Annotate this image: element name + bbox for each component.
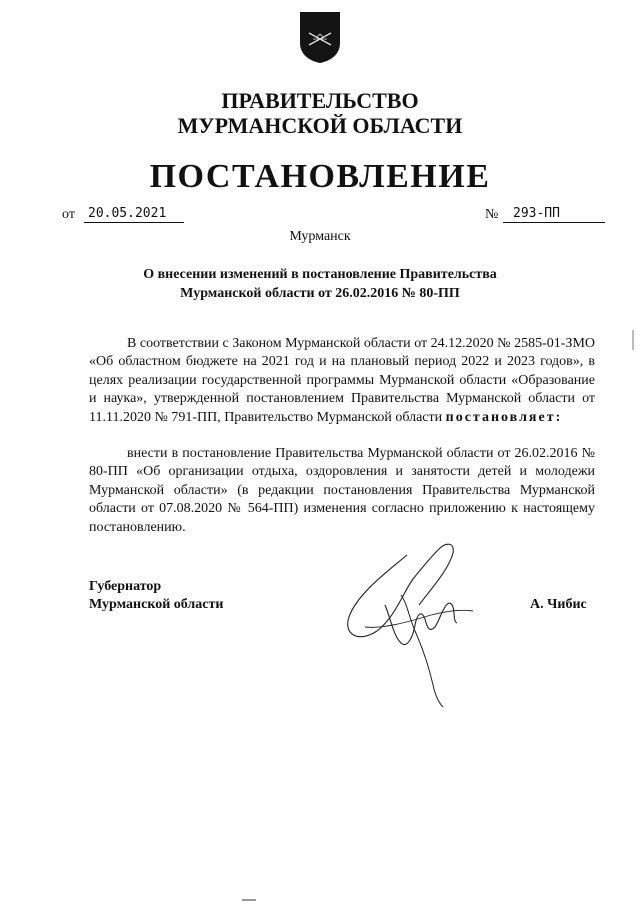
document-type-title: ПОСТАНОВЛЕНИЕ [149,158,491,195]
date-label: от [62,207,75,222]
paragraph-1-text: В соответствии с Законом Мурманской области от 24.12.2020 № 2585-01-ЗМО «Об областном бюджете на 2021 год и на плановый период 2022 и 2023 годов», в целях реализации государственной программы Мурманской области «Образование и наука», утвержденной постановлением Правительства Мурманской области от 11.11.2020 № 791-ПП, Правительство Мурманской области [89,336,595,425]
subject-line2: Мурманской области от 26.02.2016 № 80-ПП [180,286,460,301]
resolves-word: постановляет: [445,409,563,425]
scan-edge-mark [632,330,634,350]
body-paragraph-2 [89,445,595,537]
paragraph-2-text: внести в постановление Правительства Мурманской области от 26.02.2016 № 80-ПП «Об организации отдыха, оздоровления и занятости детей и молодежи Мурманской области» (в редакции постановления Правительства Мурманской области от 07.08.2020 № 564-ПП) изменения согласно приложению к настоящему постановлению. [89,446,595,535]
signer-title-line1: Губернатор [89,579,162,594]
date-value: 20.05.2021 [84,206,184,223]
signer-title-line2: Мурманской области [89,597,224,612]
scan-bottom-mark [242,899,256,901]
coat-of-arms-icon [297,9,343,65]
government-title-line2: МУРМАНСКОЙ ОБЛАСТИ [177,113,463,138]
government-title-line1: ПРАВИТЕЛЬСТВО [221,88,419,113]
signer-title [89,578,223,614]
number-label: № [485,207,499,222]
subject-line1: О внесении изменений в постановление Правительства [143,267,497,282]
number-value: 293-ПП [503,206,605,223]
handwritten-signature-icon [335,535,485,710]
city: Мурманск [289,229,351,244]
body-paragraph-1 [89,335,595,427]
signer-name: А. Чибис [530,597,587,612]
